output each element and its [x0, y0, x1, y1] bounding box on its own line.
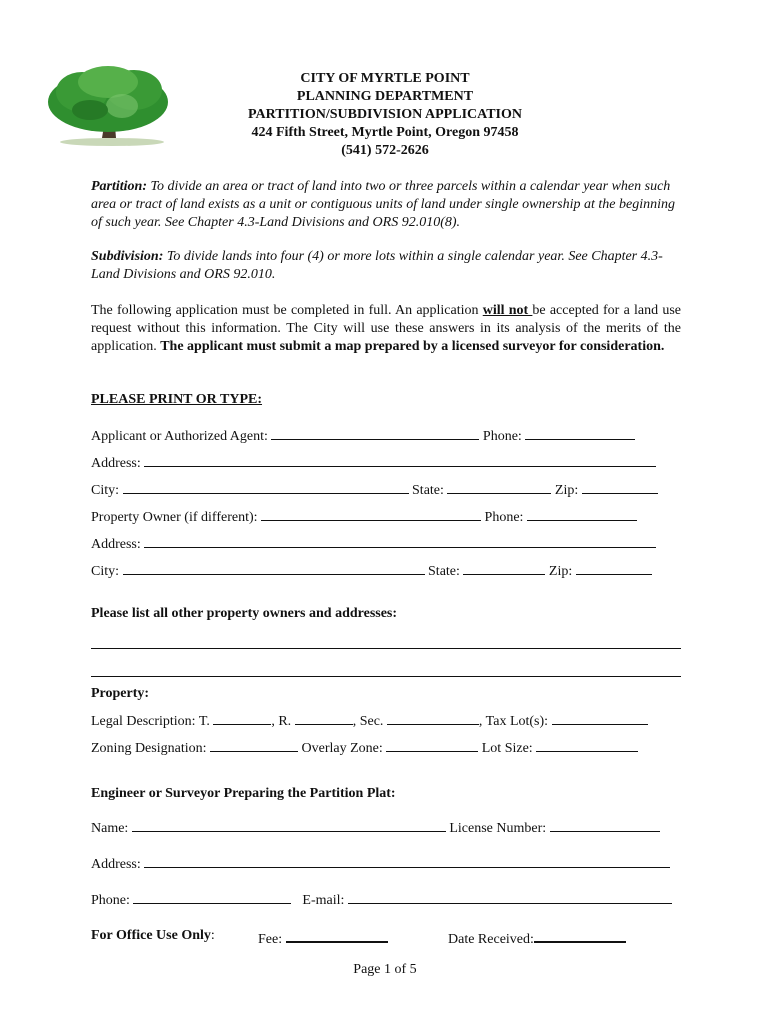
applicant-row: [91, 426, 635, 446]
partition-definition: [91, 178, 681, 232]
owner-address-label: Address:: [91, 537, 141, 552]
section-label: , Sec.: [352, 714, 384, 729]
zip-label: Zip:: [554, 483, 579, 498]
engineer-name-label: Name:: [91, 821, 129, 836]
engineer-phone-field[interactable]: [133, 890, 291, 904]
owner-city-row: [91, 561, 652, 581]
owner-address-row: [91, 534, 656, 554]
office-use-label: [91, 928, 215, 944]
license-number-field[interactable]: [550, 818, 660, 832]
section-field[interactable]: [387, 711, 479, 725]
subdivision-term: Subdivision:: [91, 249, 164, 264]
lot-size-field[interactable]: [536, 738, 638, 752]
city-logo: [42, 62, 174, 148]
engineer-address-row: [91, 854, 670, 874]
engineer-email-field[interactable]: [348, 890, 672, 904]
owner-zip-label: Zip:: [548, 564, 573, 579]
engineer-name-field[interactable]: [132, 818, 446, 832]
office-use-text: For Office Use Only: [91, 928, 211, 943]
address-field[interactable]: [144, 453, 656, 467]
engineer-name-row: [91, 818, 660, 838]
lot-size-label: Lot Size:: [481, 741, 533, 756]
owner-phone-label: Phone:: [484, 510, 524, 525]
zoning-row: [91, 738, 638, 758]
partition-term: Partition:: [91, 179, 148, 194]
owner-state-field[interactable]: [463, 561, 545, 575]
address-label: Address:: [91, 456, 141, 471]
agent-phone-field[interactable]: [525, 426, 635, 440]
zoning-field[interactable]: [210, 738, 298, 752]
other-owners-line-1[interactable]: [91, 648, 681, 649]
fee-field[interactable]: [286, 928, 388, 943]
intro-emphasis: will not: [482, 303, 533, 318]
engineer-address-label: Address:: [91, 857, 141, 872]
form-title: PARTITION/SUBDIVISION APPLICATION: [248, 107, 522, 122]
date-received-row: [448, 928, 626, 948]
office-address: 424 Fifth Street, Myrtle Point, Oregon 97458: [251, 125, 519, 140]
page-number: Page 1 of 5: [353, 962, 417, 977]
owner-zip-field[interactable]: [576, 561, 652, 575]
owner-field[interactable]: [261, 507, 481, 521]
intro-text-2: be accepted for a land use request without this information. The City will use these answers in its analysis of the merits of the application.: [91, 303, 681, 354]
print-heading: PLEASE PRINT OR TYPE:: [91, 392, 263, 407]
license-number-label: License Number:: [449, 821, 547, 836]
owner-city-label: City:: [91, 564, 120, 579]
overlay-zone-field[interactable]: [386, 738, 478, 752]
intro-text: The following application must be completed in full. An application: [91, 303, 483, 318]
owner-row: [91, 507, 637, 527]
subdivision-definition: [91, 248, 681, 284]
zoning-label: Zoning Designation:: [91, 741, 207, 756]
fee-label: Fee:: [258, 932, 283, 947]
applicant-address-row: [91, 453, 656, 473]
range-label: , R.: [271, 714, 292, 729]
owner-phone-field[interactable]: [527, 507, 637, 521]
tax-lot-field[interactable]: [552, 711, 648, 725]
partition-text: To divide an area or tract of land into two or three parcels within a calendar year when such area or tract of land exists as a unit or contiguous units of land under single ownership at the beginning of such year. See Chapter 4.3-Land Divisions and ORS 92.010(8).: [91, 179, 675, 230]
range-field[interactable]: [295, 711, 353, 725]
office-phone: (541) 572-2626: [341, 143, 429, 158]
engineer-email-label: E-mail:: [302, 893, 345, 908]
other-owners-line-2[interactable]: [91, 676, 681, 677]
overlay-zone-label: Overlay Zone:: [301, 741, 383, 756]
fee-row: [258, 928, 388, 948]
tax-lot-label: , Tax Lot(s):: [478, 714, 549, 729]
department-name: PLANNING DEPARTMENT: [296, 89, 474, 104]
city-field[interactable]: [123, 480, 409, 494]
agent-label: Applicant or Authorized Agent:: [91, 429, 268, 444]
township-field[interactable]: [213, 711, 271, 725]
agent-field[interactable]: [271, 426, 479, 440]
intro-paragraph: [91, 302, 681, 356]
agent-phone-label: Phone:: [482, 429, 522, 444]
property-heading: Property:: [91, 686, 150, 701]
intro-survey-requirement: The applicant must submit a map prepared by a licensed surveyor for consideration.: [160, 339, 665, 354]
applicant-city-row: [91, 480, 658, 500]
state-label: State:: [412, 483, 444, 498]
legal-description-label: Legal Description: T.: [91, 714, 210, 729]
date-received-label: Date Received:: [448, 932, 534, 947]
city-label: City:: [91, 483, 120, 498]
other-owners-heading: Please list all other property owners and addresses:: [91, 606, 398, 621]
engineer-heading: Engineer or Surveyor Preparing the Partition Plat:: [91, 786, 396, 801]
engineer-contact-row: [91, 890, 672, 910]
legal-description-row: [91, 711, 648, 731]
office-use-colon: :: [210, 928, 215, 943]
owner-label: Property Owner (if different):: [91, 510, 258, 525]
zip-field[interactable]: [582, 480, 658, 494]
engineer-phone-label: Phone:: [91, 893, 130, 908]
city-name: CITY OF MYRTLE POINT: [300, 71, 470, 86]
owner-city-field[interactable]: [123, 561, 425, 575]
owner-state-label: State:: [428, 564, 460, 579]
owner-address-field[interactable]: [144, 534, 656, 548]
subdivision-text: To divide lands into four (4) or more lots within a single calendar year. See Chapter 4.3-Land Divisions and ORS 92.010.: [91, 249, 663, 282]
engineer-address-field[interactable]: [144, 854, 670, 868]
state-field[interactable]: [447, 480, 551, 494]
date-received-field[interactable]: [534, 928, 626, 943]
oak-tree-icon: [42, 62, 174, 148]
